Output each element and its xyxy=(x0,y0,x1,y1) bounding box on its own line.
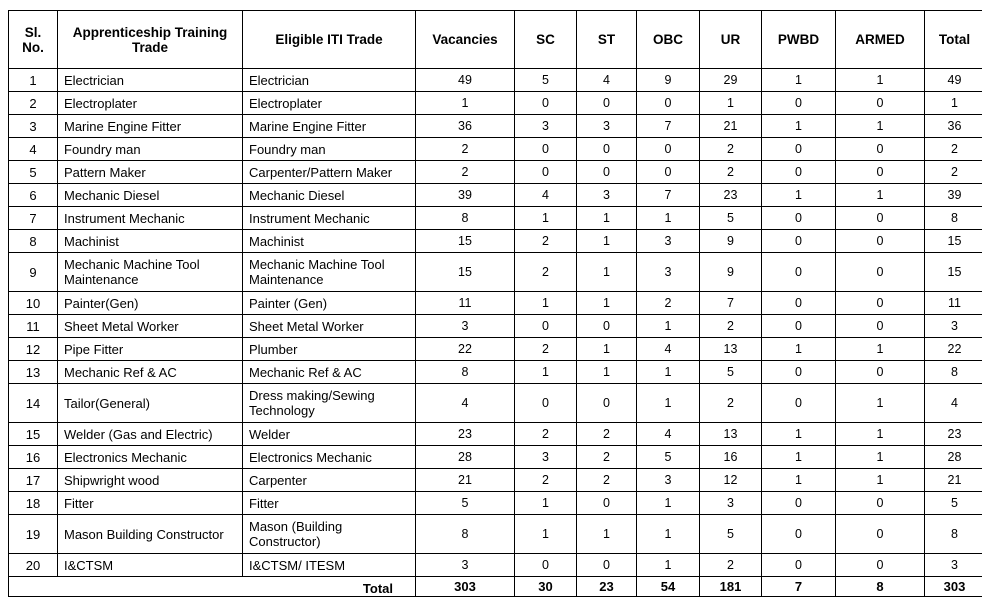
cell-ur: 29 xyxy=(700,69,762,92)
cell-obc: 1 xyxy=(637,361,700,384)
cell-apprenticeship-trade: Shipwright wood xyxy=(58,469,243,492)
cell-sc: 3 xyxy=(515,446,577,469)
cell-total: 3 xyxy=(925,315,982,338)
cell-obc: 1 xyxy=(637,207,700,230)
cell-sl-no: 5 xyxy=(9,161,58,184)
header-st: ST xyxy=(577,11,637,69)
cell-vacancies: 23 xyxy=(416,423,515,446)
cell-vacancies: 36 xyxy=(416,115,515,138)
cell-iti-trade: Mechanic Diesel xyxy=(243,184,416,207)
cell-obc: 5 xyxy=(637,446,700,469)
cell-sc: 5 xyxy=(515,69,577,92)
cell-sc: 0 xyxy=(515,92,577,115)
cell-iti-trade: Instrument Mechanic xyxy=(243,207,416,230)
cell-ur: 2 xyxy=(700,161,762,184)
cell-iti-trade: Electrician xyxy=(243,69,416,92)
cell-sc: 2 xyxy=(515,423,577,446)
cell-sc: 2 xyxy=(515,469,577,492)
cell-armed: 0 xyxy=(836,253,925,292)
cell-armed: 1 xyxy=(836,338,925,361)
cell-total: 8 xyxy=(925,207,982,230)
cell-ur: 23 xyxy=(700,184,762,207)
table-row xyxy=(9,138,982,161)
cell-sl-no: 20 xyxy=(9,554,58,577)
cell-ur: 2 xyxy=(700,554,762,577)
cell-sl-no: 1 xyxy=(9,69,58,92)
table-row xyxy=(9,315,982,338)
cell-st: 1 xyxy=(577,515,637,554)
cell-total: 1 xyxy=(925,92,982,115)
cell-sl-no: 19 xyxy=(9,515,58,554)
cell-armed: 0 xyxy=(836,230,925,253)
cell-apprenticeship-trade: Foundry man xyxy=(58,138,243,161)
table-row xyxy=(9,292,982,315)
table-row xyxy=(9,230,982,253)
cell-iti-trade: Electronics Mechanic xyxy=(243,446,416,469)
cell-ur: 3 xyxy=(700,492,762,515)
cell-st: 1 xyxy=(577,292,637,315)
cell-pwbd: 0 xyxy=(762,253,836,292)
cell-pwbd: 1 xyxy=(762,338,836,361)
cell-st: 2 xyxy=(577,423,637,446)
cell-obc: 1 xyxy=(637,492,700,515)
cell-ur: 21 xyxy=(700,115,762,138)
cell-vacancies: 22 xyxy=(416,338,515,361)
cell-sc: 2 xyxy=(515,338,577,361)
cell-armed: 0 xyxy=(836,292,925,315)
cell-obc: 2 xyxy=(637,292,700,315)
cell-ur: 9 xyxy=(700,230,762,253)
cell-pwbd: 0 xyxy=(762,161,836,184)
cell-sl-no: 17 xyxy=(9,469,58,492)
table-row xyxy=(9,184,982,207)
cell-iti-trade: Machinist xyxy=(243,230,416,253)
cell-obc: 1 xyxy=(637,384,700,423)
cell-st: 0 xyxy=(577,384,637,423)
cell-total: 21 xyxy=(925,469,982,492)
cell-iti-trade: Sheet Metal Worker xyxy=(243,315,416,338)
cell-vacancies: 8 xyxy=(416,515,515,554)
table-row xyxy=(9,384,982,423)
cell-st: 3 xyxy=(577,115,637,138)
cell-ur: 5 xyxy=(700,515,762,554)
cell-st: 1 xyxy=(577,253,637,292)
cell-apprenticeship-trade: Mason Building Constructor xyxy=(58,515,243,554)
table-body xyxy=(9,69,982,577)
cell-ur: 13 xyxy=(700,338,762,361)
cell-pwbd: 1 xyxy=(762,469,836,492)
cell-total: 22 xyxy=(925,338,982,361)
cell-obc: 0 xyxy=(637,92,700,115)
cell-total: 2 xyxy=(925,138,982,161)
cell-vacancies: 2 xyxy=(416,138,515,161)
totals-row xyxy=(9,577,982,597)
cell-sc: 0 xyxy=(515,315,577,338)
cell-sc: 0 xyxy=(515,161,577,184)
cell-apprenticeship-trade: I&CTSM xyxy=(58,554,243,577)
cell-armed: 1 xyxy=(836,69,925,92)
cell-st: 0 xyxy=(577,92,637,115)
cell-iti-trade: Mechanic Ref & AC xyxy=(243,361,416,384)
cell-iti-trade: Electroplater xyxy=(243,92,416,115)
cell-st: 1 xyxy=(577,207,637,230)
cell-pwbd: 0 xyxy=(762,554,836,577)
cell-pwbd: 0 xyxy=(762,207,836,230)
cell-ur: 16 xyxy=(700,446,762,469)
cell-apprenticeship-trade: Pipe Fitter xyxy=(58,338,243,361)
cell-pwbd: 0 xyxy=(762,492,836,515)
cell-vacancies: 21 xyxy=(416,469,515,492)
table-row xyxy=(9,115,982,138)
cell-iti-trade: Mason (Building Constructor) xyxy=(243,515,416,554)
table-row xyxy=(9,338,982,361)
cell-sl-no: 16 xyxy=(9,446,58,469)
cell-vacancies: 11 xyxy=(416,292,515,315)
cell-sc: 1 xyxy=(515,515,577,554)
table-row xyxy=(9,161,982,184)
cell-sl-no: 11 xyxy=(9,315,58,338)
table-row xyxy=(9,469,982,492)
cell-apprenticeship-trade: Electronics Mechanic xyxy=(58,446,243,469)
cell-st: 0 xyxy=(577,492,637,515)
cell-obc: 7 xyxy=(637,115,700,138)
cell-pwbd: 0 xyxy=(762,515,836,554)
cell-obc: 4 xyxy=(637,423,700,446)
cell-sc: 1 xyxy=(515,207,577,230)
cell-sl-no: 12 xyxy=(9,338,58,361)
cell-sl-no: 7 xyxy=(9,207,58,230)
cell-vacancies: 3 xyxy=(416,315,515,338)
totals-obc: 54 xyxy=(637,577,700,597)
table-row xyxy=(9,446,982,469)
cell-sl-no: 18 xyxy=(9,492,58,515)
cell-armed: 0 xyxy=(836,515,925,554)
header-armed: ARMED xyxy=(836,11,925,69)
cell-pwbd: 1 xyxy=(762,115,836,138)
totals-total: 303 xyxy=(925,577,982,597)
cell-apprenticeship-trade: Mechanic Machine Tool Maintenance xyxy=(58,253,243,292)
cell-st: 0 xyxy=(577,554,637,577)
cell-ur: 1 xyxy=(700,92,762,115)
cell-armed: 0 xyxy=(836,361,925,384)
cell-pwbd: 0 xyxy=(762,92,836,115)
cell-total: 4 xyxy=(925,384,982,423)
cell-obc: 1 xyxy=(637,315,700,338)
cell-vacancies: 28 xyxy=(416,446,515,469)
cell-armed: 0 xyxy=(836,554,925,577)
totals-pwbd: 7 xyxy=(762,577,836,597)
cell-vacancies: 8 xyxy=(416,207,515,230)
cell-vacancies: 5 xyxy=(416,492,515,515)
cell-vacancies: 1 xyxy=(416,92,515,115)
cell-iti-trade: Foundry man xyxy=(243,138,416,161)
table-row xyxy=(9,423,982,446)
cell-ur: 12 xyxy=(700,469,762,492)
cell-armed: 0 xyxy=(836,138,925,161)
cell-st: 1 xyxy=(577,338,637,361)
cell-ur: 5 xyxy=(700,207,762,230)
cell-ur: 2 xyxy=(700,315,762,338)
table-row xyxy=(9,554,982,577)
table-row xyxy=(9,92,982,115)
table-row xyxy=(9,207,982,230)
cell-apprenticeship-trade: Marine Engine Fitter xyxy=(58,115,243,138)
cell-ur: 2 xyxy=(700,138,762,161)
header-row xyxy=(9,11,982,69)
cell-st: 1 xyxy=(577,230,637,253)
cell-obc: 3 xyxy=(637,230,700,253)
cell-total: 2 xyxy=(925,161,982,184)
cell-obc: 3 xyxy=(637,253,700,292)
cell-total: 11 xyxy=(925,292,982,315)
totals-st: 23 xyxy=(577,577,637,597)
cell-apprenticeship-trade: Fitter xyxy=(58,492,243,515)
cell-iti-trade: Painter (Gen) xyxy=(243,292,416,315)
cell-vacancies: 2 xyxy=(416,161,515,184)
cell-sc: 0 xyxy=(515,138,577,161)
cell-iti-trade: I&CTSM/ ITESM xyxy=(243,554,416,577)
cell-obc: 1 xyxy=(637,515,700,554)
cell-st: 4 xyxy=(577,69,637,92)
cell-total: 15 xyxy=(925,253,982,292)
cell-sl-no: 4 xyxy=(9,138,58,161)
table-row xyxy=(9,253,982,292)
cell-apprenticeship-trade: Machinist xyxy=(58,230,243,253)
totals-armed: 8 xyxy=(836,577,925,597)
cell-pwbd: 0 xyxy=(762,361,836,384)
header-sc: SC xyxy=(515,11,577,69)
header-pwbd: PWBD xyxy=(762,11,836,69)
cell-sl-no: 10 xyxy=(9,292,58,315)
cell-pwbd: 0 xyxy=(762,315,836,338)
table-row xyxy=(9,361,982,384)
cell-total: 3 xyxy=(925,554,982,577)
cell-sl-no: 8 xyxy=(9,230,58,253)
vacancy-table xyxy=(8,10,982,597)
table-row xyxy=(9,69,982,92)
cell-iti-trade: Carpenter xyxy=(243,469,416,492)
cell-apprenticeship-trade: Welder (Gas and Electric) xyxy=(58,423,243,446)
cell-sc: 3 xyxy=(515,115,577,138)
cell-total: 49 xyxy=(925,69,982,92)
cell-apprenticeship-trade: Tailor(General) xyxy=(58,384,243,423)
cell-armed: 0 xyxy=(836,492,925,515)
cell-total: 8 xyxy=(925,515,982,554)
vacancy-table-container xyxy=(8,10,974,597)
cell-sc: 1 xyxy=(515,492,577,515)
cell-sl-no: 14 xyxy=(9,384,58,423)
cell-armed: 0 xyxy=(836,315,925,338)
cell-st: 1 xyxy=(577,361,637,384)
cell-apprenticeship-trade: Instrument Mechanic xyxy=(58,207,243,230)
cell-pwbd: 0 xyxy=(762,384,836,423)
cell-sl-no: 6 xyxy=(9,184,58,207)
cell-armed: 0 xyxy=(836,92,925,115)
cell-sc: 4 xyxy=(515,184,577,207)
cell-apprenticeship-trade: Pattern Maker xyxy=(58,161,243,184)
cell-vacancies: 3 xyxy=(416,554,515,577)
cell-ur: 5 xyxy=(700,361,762,384)
cell-st: 2 xyxy=(577,446,637,469)
cell-ur: 7 xyxy=(700,292,762,315)
cell-obc: 3 xyxy=(637,469,700,492)
cell-apprenticeship-trade: Sheet Metal Worker xyxy=(58,315,243,338)
cell-ur: 2 xyxy=(700,384,762,423)
cell-pwbd: 1 xyxy=(762,423,836,446)
header-total: Total xyxy=(925,11,982,69)
cell-sl-no: 9 xyxy=(9,253,58,292)
totals-vacancies: 303 xyxy=(416,577,515,597)
cell-ur: 13 xyxy=(700,423,762,446)
cell-armed: 1 xyxy=(836,446,925,469)
cell-vacancies: 39 xyxy=(416,184,515,207)
cell-armed: 1 xyxy=(836,184,925,207)
totals-label: Total xyxy=(9,577,416,597)
cell-apprenticeship-trade: Mechanic Ref & AC xyxy=(58,361,243,384)
cell-iti-trade: Fitter xyxy=(243,492,416,515)
cell-st: 0 xyxy=(577,138,637,161)
cell-armed: 0 xyxy=(836,207,925,230)
cell-sc: 0 xyxy=(515,554,577,577)
cell-sc: 0 xyxy=(515,384,577,423)
cell-obc: 4 xyxy=(637,338,700,361)
cell-pwbd: 1 xyxy=(762,69,836,92)
cell-st: 0 xyxy=(577,315,637,338)
header-obc: OBC xyxy=(637,11,700,69)
cell-armed: 0 xyxy=(836,161,925,184)
cell-vacancies: 4 xyxy=(416,384,515,423)
cell-st: 0 xyxy=(577,161,637,184)
cell-vacancies: 15 xyxy=(416,230,515,253)
cell-iti-trade: Welder xyxy=(243,423,416,446)
cell-iti-trade: Dress making/Sewing Technology xyxy=(243,384,416,423)
cell-armed: 1 xyxy=(836,384,925,423)
cell-pwbd: 0 xyxy=(762,138,836,161)
cell-apprenticeship-trade: Electroplater xyxy=(58,92,243,115)
cell-sl-no: 13 xyxy=(9,361,58,384)
cell-sl-no: 2 xyxy=(9,92,58,115)
cell-obc: 9 xyxy=(637,69,700,92)
cell-total: 36 xyxy=(925,115,982,138)
cell-total: 8 xyxy=(925,361,982,384)
cell-st: 2 xyxy=(577,469,637,492)
header-ur: UR xyxy=(700,11,762,69)
cell-vacancies: 15 xyxy=(416,253,515,292)
cell-total: 23 xyxy=(925,423,982,446)
cell-obc: 0 xyxy=(637,138,700,161)
cell-obc: 1 xyxy=(637,554,700,577)
cell-vacancies: 8 xyxy=(416,361,515,384)
cell-iti-trade: Marine Engine Fitter xyxy=(243,115,416,138)
cell-iti-trade: Carpenter/Pattern Maker xyxy=(243,161,416,184)
cell-pwbd: 1 xyxy=(762,184,836,207)
cell-sc: 2 xyxy=(515,230,577,253)
table-row xyxy=(9,492,982,515)
cell-total: 5 xyxy=(925,492,982,515)
cell-pwbd: 1 xyxy=(762,446,836,469)
cell-armed: 1 xyxy=(836,423,925,446)
cell-total: 15 xyxy=(925,230,982,253)
totals-ur: 181 xyxy=(700,577,762,597)
cell-apprenticeship-trade: Painter(Gen) xyxy=(58,292,243,315)
totals-sc: 30 xyxy=(515,577,577,597)
header-vacancies: Vacancies xyxy=(416,11,515,69)
cell-pwbd: 0 xyxy=(762,292,836,315)
cell-pwbd: 0 xyxy=(762,230,836,253)
cell-armed: 1 xyxy=(836,115,925,138)
table-row xyxy=(9,515,982,554)
cell-iti-trade: Mechanic Machine Tool Maintenance xyxy=(243,253,416,292)
cell-obc: 0 xyxy=(637,161,700,184)
cell-sc: 2 xyxy=(515,253,577,292)
cell-st: 3 xyxy=(577,184,637,207)
cell-apprenticeship-trade: Electrician xyxy=(58,69,243,92)
cell-sc: 1 xyxy=(515,361,577,384)
cell-apprenticeship-trade: Mechanic Diesel xyxy=(58,184,243,207)
cell-vacancies: 49 xyxy=(416,69,515,92)
header-iti-trade: Eligible ITI Trade xyxy=(243,11,416,69)
cell-total: 39 xyxy=(925,184,982,207)
cell-sc: 1 xyxy=(515,292,577,315)
header-sl-no: Sl. No. xyxy=(9,11,58,69)
cell-obc: 7 xyxy=(637,184,700,207)
cell-iti-trade: Plumber xyxy=(243,338,416,361)
cell-sl-no: 3 xyxy=(9,115,58,138)
cell-armed: 1 xyxy=(836,469,925,492)
header-apprenticeship-trade: Apprenticeship Training Trade xyxy=(58,11,243,69)
cell-ur: 9 xyxy=(700,253,762,292)
cell-sl-no: 15 xyxy=(9,423,58,446)
cell-total: 28 xyxy=(925,446,982,469)
